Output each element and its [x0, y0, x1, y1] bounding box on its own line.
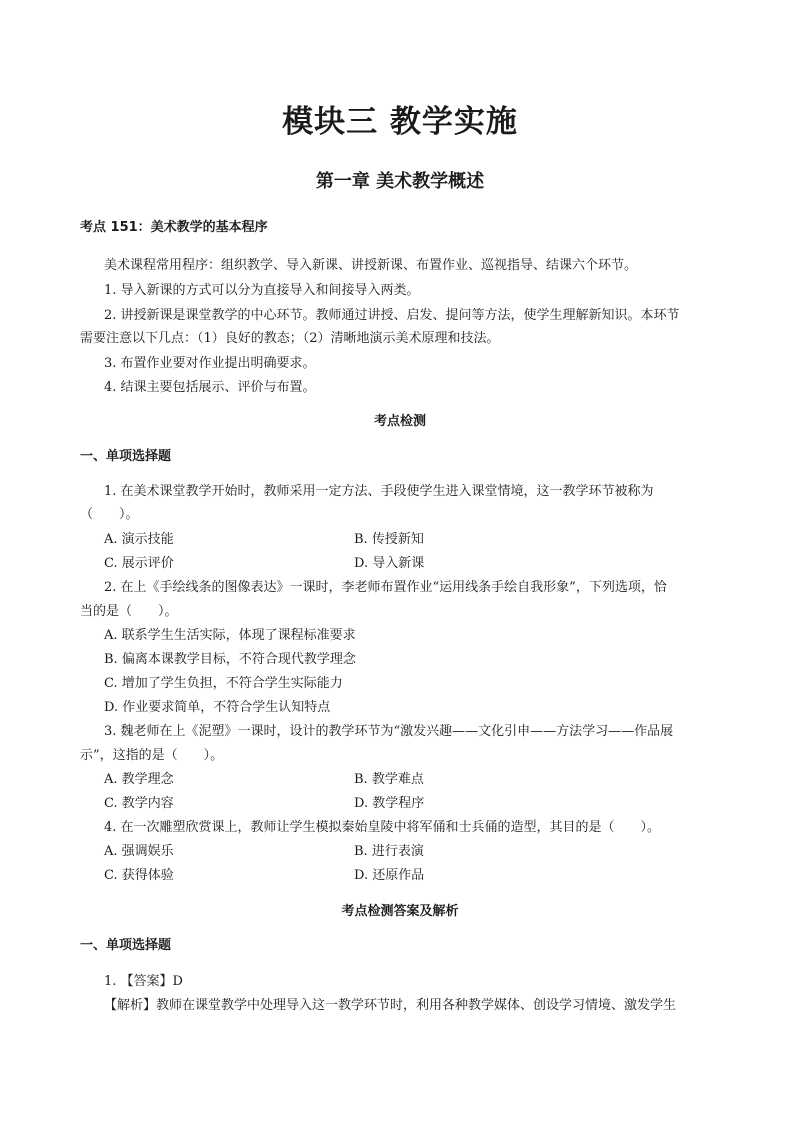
- answer-line: 1. 【答案】D: [104, 974, 183, 989]
- question-stem: （ ）。: [80, 507, 139, 522]
- chapter-title: 第一章 美术教学概述: [315, 171, 485, 192]
- intro-line: 3. 布置作业要对作业提出明确要求。: [104, 356, 316, 371]
- intro-line: 需要注意以下几点：（1）良好的教态；（2）清晰地演示美术原理和技法。: [80, 331, 500, 346]
- check-title: 考点检测: [373, 414, 426, 429]
- question-stem: 4. 在一次雕塑欣赏课上，教师让学生模拟秦始皇陵中将军俑和士兵俑的造型，其目的是（ ）。: [104, 820, 661, 835]
- intro-line: 美术课程常用程序：组织教学、导入新课、讲授新课、布置作业、巡视指导、结课六个环节。: [104, 258, 638, 273]
- question-stem: 当的是（ ）。: [80, 604, 178, 619]
- option-d: D. 导入新课: [354, 556, 425, 571]
- option-a: A. 教学理念: [104, 772, 174, 787]
- option-c: C. 增加了学生负担，不符合学生实际能力: [104, 676, 343, 691]
- question-stem: 3. 魏老师在上《泥塑》一课时，设计的教学环节为“激发兴趣——文化引申——方法学习——作品展: [104, 724, 674, 739]
- question-stem: 1. 在美术课堂教学开始时，教师采用一定方法、手段使学生进入课堂情境，这一教学环节被称为: [104, 484, 654, 499]
- answers-title: 考点检测答案及解析: [341, 904, 459, 919]
- option-b: B. 教学难点: [354, 772, 424, 787]
- analysis-line: 【解析】教师在课堂教学中处理导入这一教学环节时，利用各种教学媒体、创设学习情境、激发学生: [104, 998, 677, 1013]
- topic-heading: 考点 151：美术教学的基本程序: [80, 220, 268, 235]
- intro-line: 4. 结课主要包括展示、评价与布置。: [104, 380, 316, 395]
- option-d: D. 作业要求简单，不符合学生认知特点: [104, 700, 331, 715]
- option-a: A. 强调娱乐: [104, 844, 174, 859]
- intro-line: 2. 讲授新课是课堂教学的中心环节。教师通过讲授、启发、提问等方法，使学生理解新知识。本环节: [104, 308, 680, 323]
- option-c: C. 教学内容: [104, 796, 174, 811]
- option-b: B. 偏离本课教学目标，不符合现代教学理念: [104, 652, 356, 667]
- option-d: D. 还原作品: [354, 868, 425, 883]
- section-heading: 一、单项选择题: [80, 938, 172, 953]
- option-c: C. 展示评价: [104, 556, 174, 571]
- option-b: B. 传授新知: [354, 532, 424, 547]
- option-c: C. 获得体验: [104, 868, 174, 883]
- option-a: A. 联系学生生活实际，体现了课程标准要求: [104, 628, 356, 643]
- option-a: A. 演示技能: [104, 532, 174, 547]
- intro-line: 1. 导入新课的方式可以分为直接导入和间接导入两类。: [104, 283, 420, 298]
- option-b: B. 进行表演: [354, 844, 424, 859]
- question-stem: 示”，这指的是（ ）。: [80, 748, 224, 763]
- option-d: D. 教学程序: [354, 796, 425, 811]
- module-title: 模块三 教学实施: [282, 104, 518, 140]
- question-stem: 2. 在上《手绘线条的图像表达》一课时，李老师布置作业“运用线条手绘自我形象”，下列选项，恰: [104, 580, 667, 595]
- section-heading: 一、单项选择题: [80, 449, 172, 464]
